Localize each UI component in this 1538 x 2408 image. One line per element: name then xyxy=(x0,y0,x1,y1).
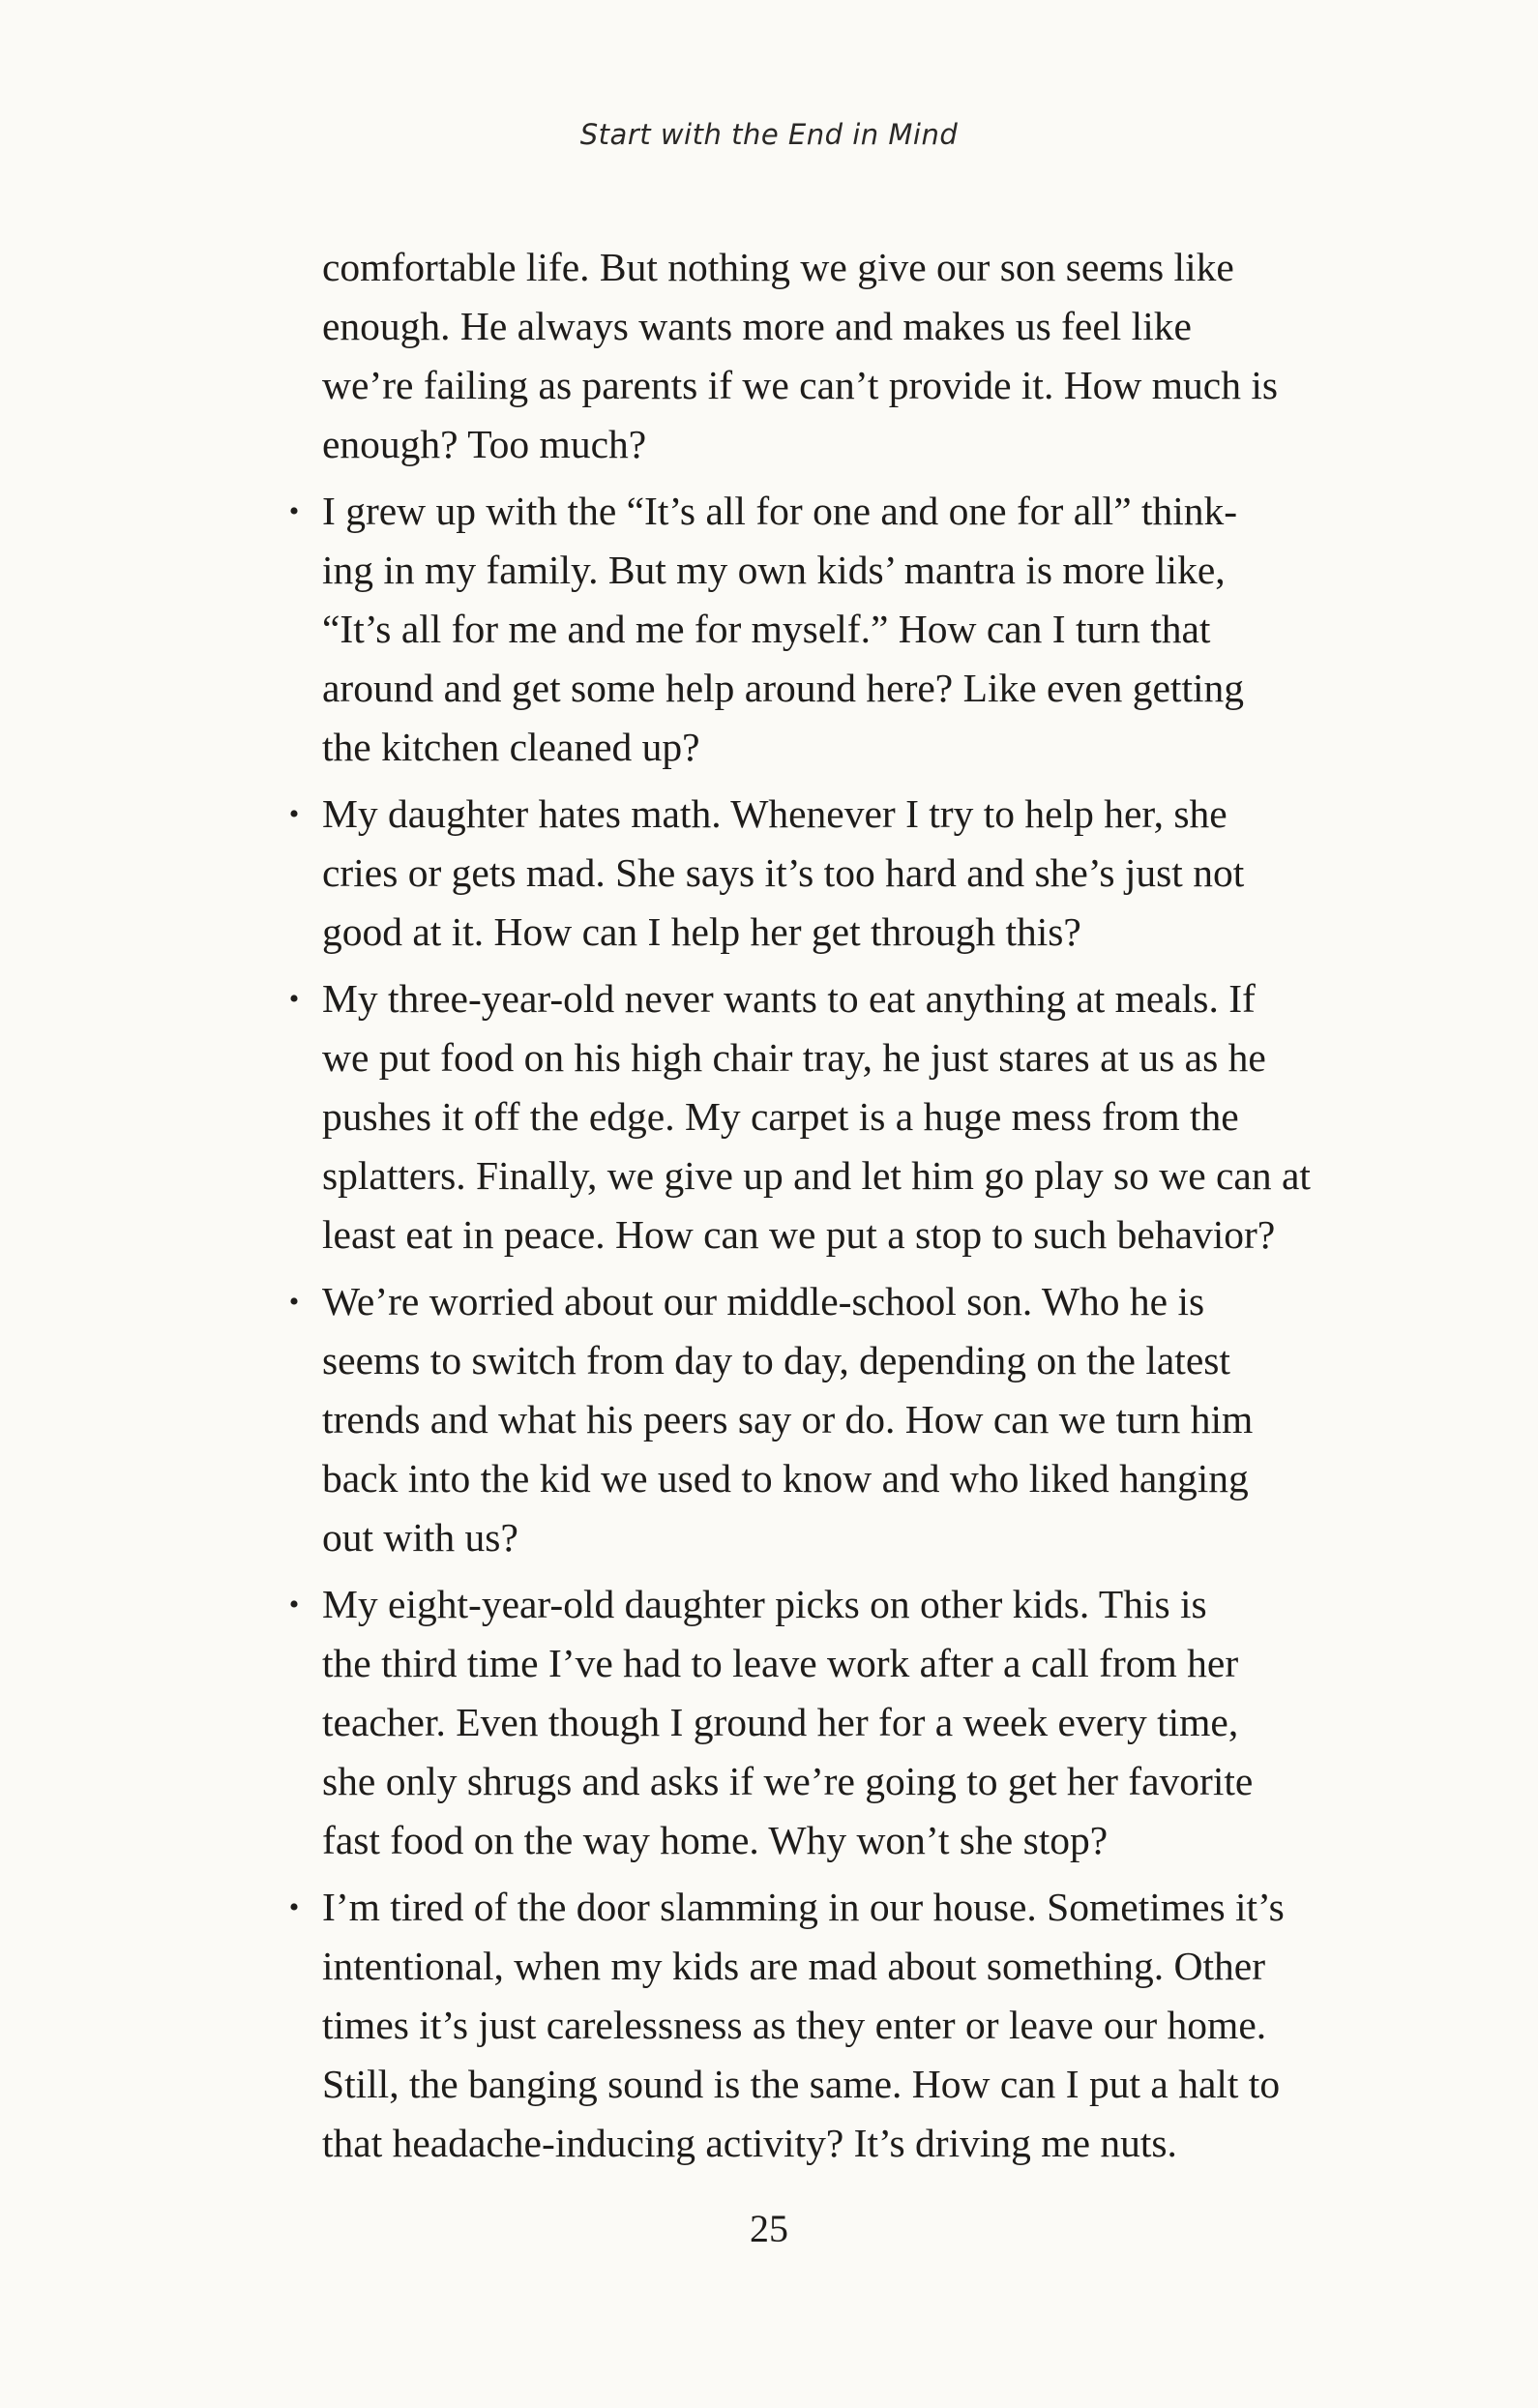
running-head: Start with the End in Mind xyxy=(579,118,959,151)
text-line: we’re failing as parents if we can’t provide it. How much is xyxy=(322,363,1279,407)
text-line: We’re worried about our middle-school son. Who he is xyxy=(322,1279,1205,1323)
continuation-paragraph xyxy=(322,238,1367,474)
text-line: the third time I’ve had to leave work after a call from her xyxy=(322,1641,1239,1685)
question-list xyxy=(288,482,1367,2173)
bullet-icon: • xyxy=(288,983,300,1015)
text-line: out with us? xyxy=(322,1515,518,1560)
list-item xyxy=(288,785,1367,962)
text-line: comfortable life. But nothing we give our son seems like xyxy=(322,245,1234,289)
text-line: I’m tired of the door slamming in our house. Sometimes it’s xyxy=(322,1885,1285,1929)
text-line: My daughter hates math. Whenever I try to help her, she xyxy=(322,791,1227,836)
text-line: enough? Too much? xyxy=(322,422,647,466)
text-line: good at it. How can I help her get through this? xyxy=(322,909,1081,954)
bullet-icon: • xyxy=(288,1891,300,1923)
text-line: trends and what his peers say or do. How can we turn him xyxy=(322,1397,1254,1442)
page-number: 25 xyxy=(750,2207,788,2250)
text-line: the kitchen cleaned up? xyxy=(322,725,700,769)
bullet-icon: • xyxy=(288,495,300,527)
text-line: My eight-year-old daughter picks on other kids. This is xyxy=(322,1582,1207,1626)
list-item xyxy=(288,969,1367,1264)
text-line: enough. He always wants more and makes us feel like xyxy=(322,304,1192,348)
bullet-icon: • xyxy=(288,1286,300,1318)
text-line: times it’s just carelessness as they enter or leave our home. xyxy=(322,2003,1267,2047)
text-line: teacher. Even though I ground her for a week every time, xyxy=(322,1700,1239,1744)
list-item xyxy=(288,1575,1367,1870)
text-line: fast food on the way home. Why won’t she stop? xyxy=(322,1818,1109,1862)
list-item xyxy=(288,482,1367,777)
text-line: “It’s all for me and me for myself.” How can I turn that xyxy=(322,607,1211,651)
list-item xyxy=(288,1878,1367,2173)
bullet-icon: • xyxy=(288,1589,300,1620)
text-line: My three-year-old never wants to eat anything at meals. If xyxy=(322,976,1256,1021)
text-line: around and get some help around here? Like even getting xyxy=(322,666,1245,710)
list-item xyxy=(288,1272,1367,1567)
text-line: cries or gets mad. She says it’s too hard and she’s just not xyxy=(322,850,1245,895)
text-line: I grew up with the “It’s all for one and one for all” think- xyxy=(322,489,1238,533)
text-line: ing in my family. But my own kids’ mantra is more like, xyxy=(322,548,1226,592)
text-line: pushes it off the edge. My carpet is a huge mess from the xyxy=(322,1094,1239,1139)
body-text xyxy=(288,238,1367,2181)
text-line: intentional, when my kids are mad about something. Other xyxy=(322,1944,1266,1988)
text-line: seems to switch from day to day, depending on the latest xyxy=(322,1338,1230,1382)
text-line: we put food on his high chair tray, he just stares at us as he xyxy=(322,1035,1266,1080)
text-line: back into the kid we used to know and who liked hanging xyxy=(322,1456,1249,1501)
bullet-icon: • xyxy=(288,798,300,830)
text-line: Still, the banging sound is the same. How can I put a halt to xyxy=(322,2062,1281,2106)
text-line: splatters. Finally, we give up and let him go play so we can at xyxy=(322,1153,1311,1198)
text-line: she only shrugs and asks if we’re going to get her favorite xyxy=(322,1759,1254,1803)
text-line: that headache-inducing activity? It’s driving me nuts. xyxy=(322,2121,1177,2165)
text-line: least eat in peace. How can we put a stop to such behavior? xyxy=(322,1212,1276,1257)
